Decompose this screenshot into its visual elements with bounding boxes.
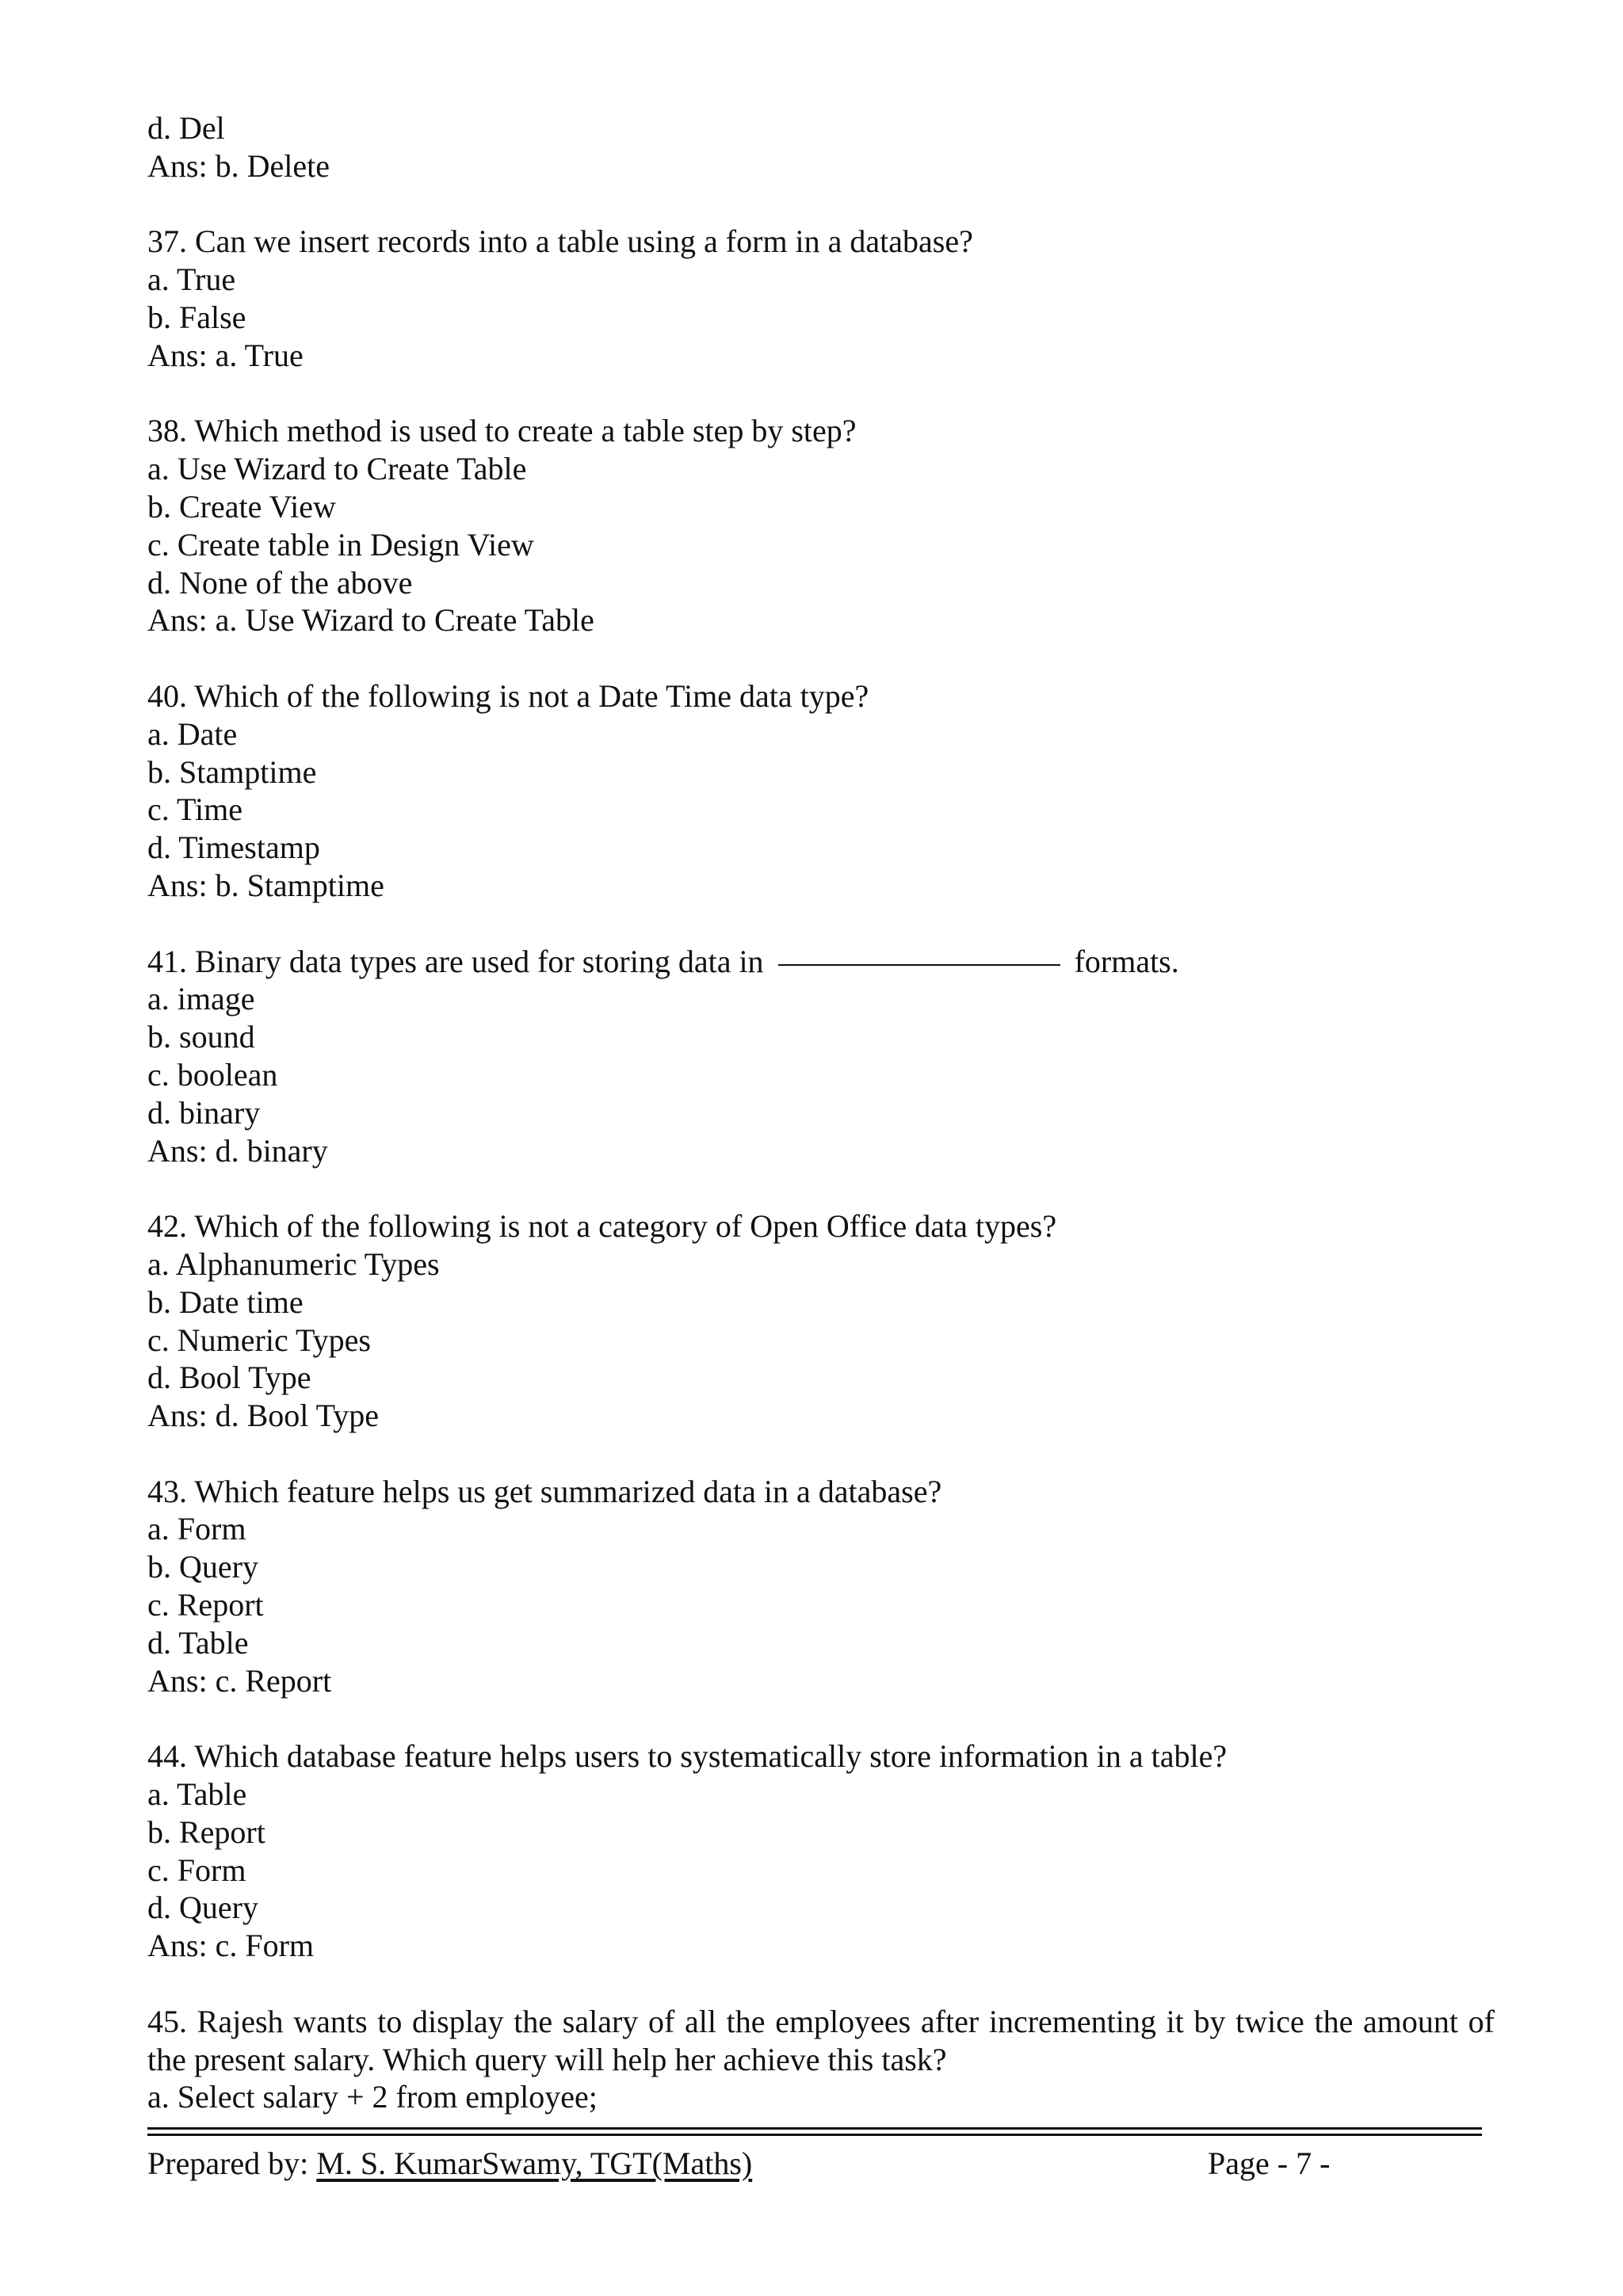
option-line: d. Table — [147, 1624, 249, 1661]
option-line: a. Use Wizard to Create Table — [147, 451, 527, 487]
answer-line: Ans: d. Bool Type — [147, 1398, 380, 1434]
question-text: 40. Which of the following is not a Date Time data type? — [147, 677, 869, 714]
question-38 — [147, 412, 1495, 639]
option-line: a. Table — [147, 1776, 247, 1813]
question-text-end: formats. — [1074, 943, 1179, 979]
question-36-tail — [147, 109, 1495, 185]
question-text-start: 41. Binary data types are used for storing data in — [147, 943, 764, 979]
answer-line: Ans: d. binary — [147, 1132, 328, 1169]
option-line: b. Report — [147, 1814, 265, 1850]
question-text: 45. Rajesh wants to display the salary of all the employees after incrementing it by twice the amount of the present salary. Which query will help her achieve this task? — [147, 2003, 1495, 2077]
question-43 — [147, 1473, 1495, 1700]
answer-line: Ans: c. Report — [147, 1662, 332, 1699]
question-37 — [147, 223, 1495, 374]
option-line: c. Form — [147, 1852, 246, 1888]
option-line: a. Alphanumeric Types — [147, 1245, 440, 1282]
footer-author: M. S. KumarSwamy, TGT(Maths) — [316, 2145, 753, 2181]
option-line: d. Timestamp — [147, 830, 320, 866]
answer-line: Ans: c. Form — [147, 1928, 314, 1964]
footer-prefix: Prepared by: — [147, 2145, 317, 2181]
page-content — [147, 109, 1495, 2116]
page-number: Page - 7 - — [1208, 2145, 1331, 2181]
option-line: b. Stamptime — [147, 753, 317, 790]
answer-line: Ans: b. Delete — [147, 147, 330, 184]
question-41 — [147, 943, 1495, 1170]
option-line: b. Query — [147, 1549, 258, 1585]
option-line: d. Query — [147, 1890, 258, 1926]
option-line: c. Report — [147, 1587, 264, 1623]
option-line: d. Bool Type — [147, 1360, 311, 1396]
answer-line: Ans: a. True — [147, 337, 304, 373]
option-line: d. None of the above — [147, 564, 413, 601]
option-line: a. image — [147, 981, 255, 1017]
question-40 — [147, 677, 1495, 905]
option-line: c. Numeric Types — [147, 1322, 371, 1358]
question-text: 38. Which method is used to create a table step by step? — [147, 413, 857, 449]
option-line: d. Del — [147, 110, 225, 146]
answer-line: Ans: b. Stamptime — [147, 867, 384, 903]
question-text — [147, 943, 1495, 981]
fill-in-blank — [778, 964, 1060, 966]
option-line: b. Create View — [147, 488, 336, 524]
option-line: c. Time — [147, 791, 243, 828]
footer-divider-double — [147, 2134, 1482, 2136]
option-line: a. Select salary + 2 from employee; — [147, 2079, 598, 2115]
option-line: a. Date — [147, 715, 238, 752]
option-line: b. sound — [147, 1019, 255, 1055]
option-line: d. binary — [147, 1094, 261, 1131]
answer-line: Ans: a. Use Wizard to Create Table — [147, 602, 594, 639]
option-line: b. False — [147, 299, 246, 335]
question-text: 44. Which database feature helps users to systematically store information in a table? — [147, 1738, 1228, 1775]
question-text: 37. Can we insert records into a table using a form in a database? — [147, 223, 973, 260]
option-line: c. Create table in Design View — [147, 526, 534, 563]
option-line: a. True — [147, 261, 236, 298]
option-line: a. Form — [147, 1511, 246, 1547]
question-42 — [147, 1207, 1495, 1435]
option-line: b. Date time — [147, 1283, 304, 1320]
question-text: 43. Which feature helps us get summarized data in a database? — [147, 1473, 942, 1509]
question-text: 42. Which of the following is not a category of Open Office data types? — [147, 1208, 1057, 1245]
option-line: c. boolean — [147, 1056, 278, 1093]
page-footer — [147, 2144, 1482, 2183]
question-45 — [147, 2003, 1495, 2116]
question-44 — [147, 1737, 1495, 1965]
footer-divider — [147, 2127, 1482, 2130]
